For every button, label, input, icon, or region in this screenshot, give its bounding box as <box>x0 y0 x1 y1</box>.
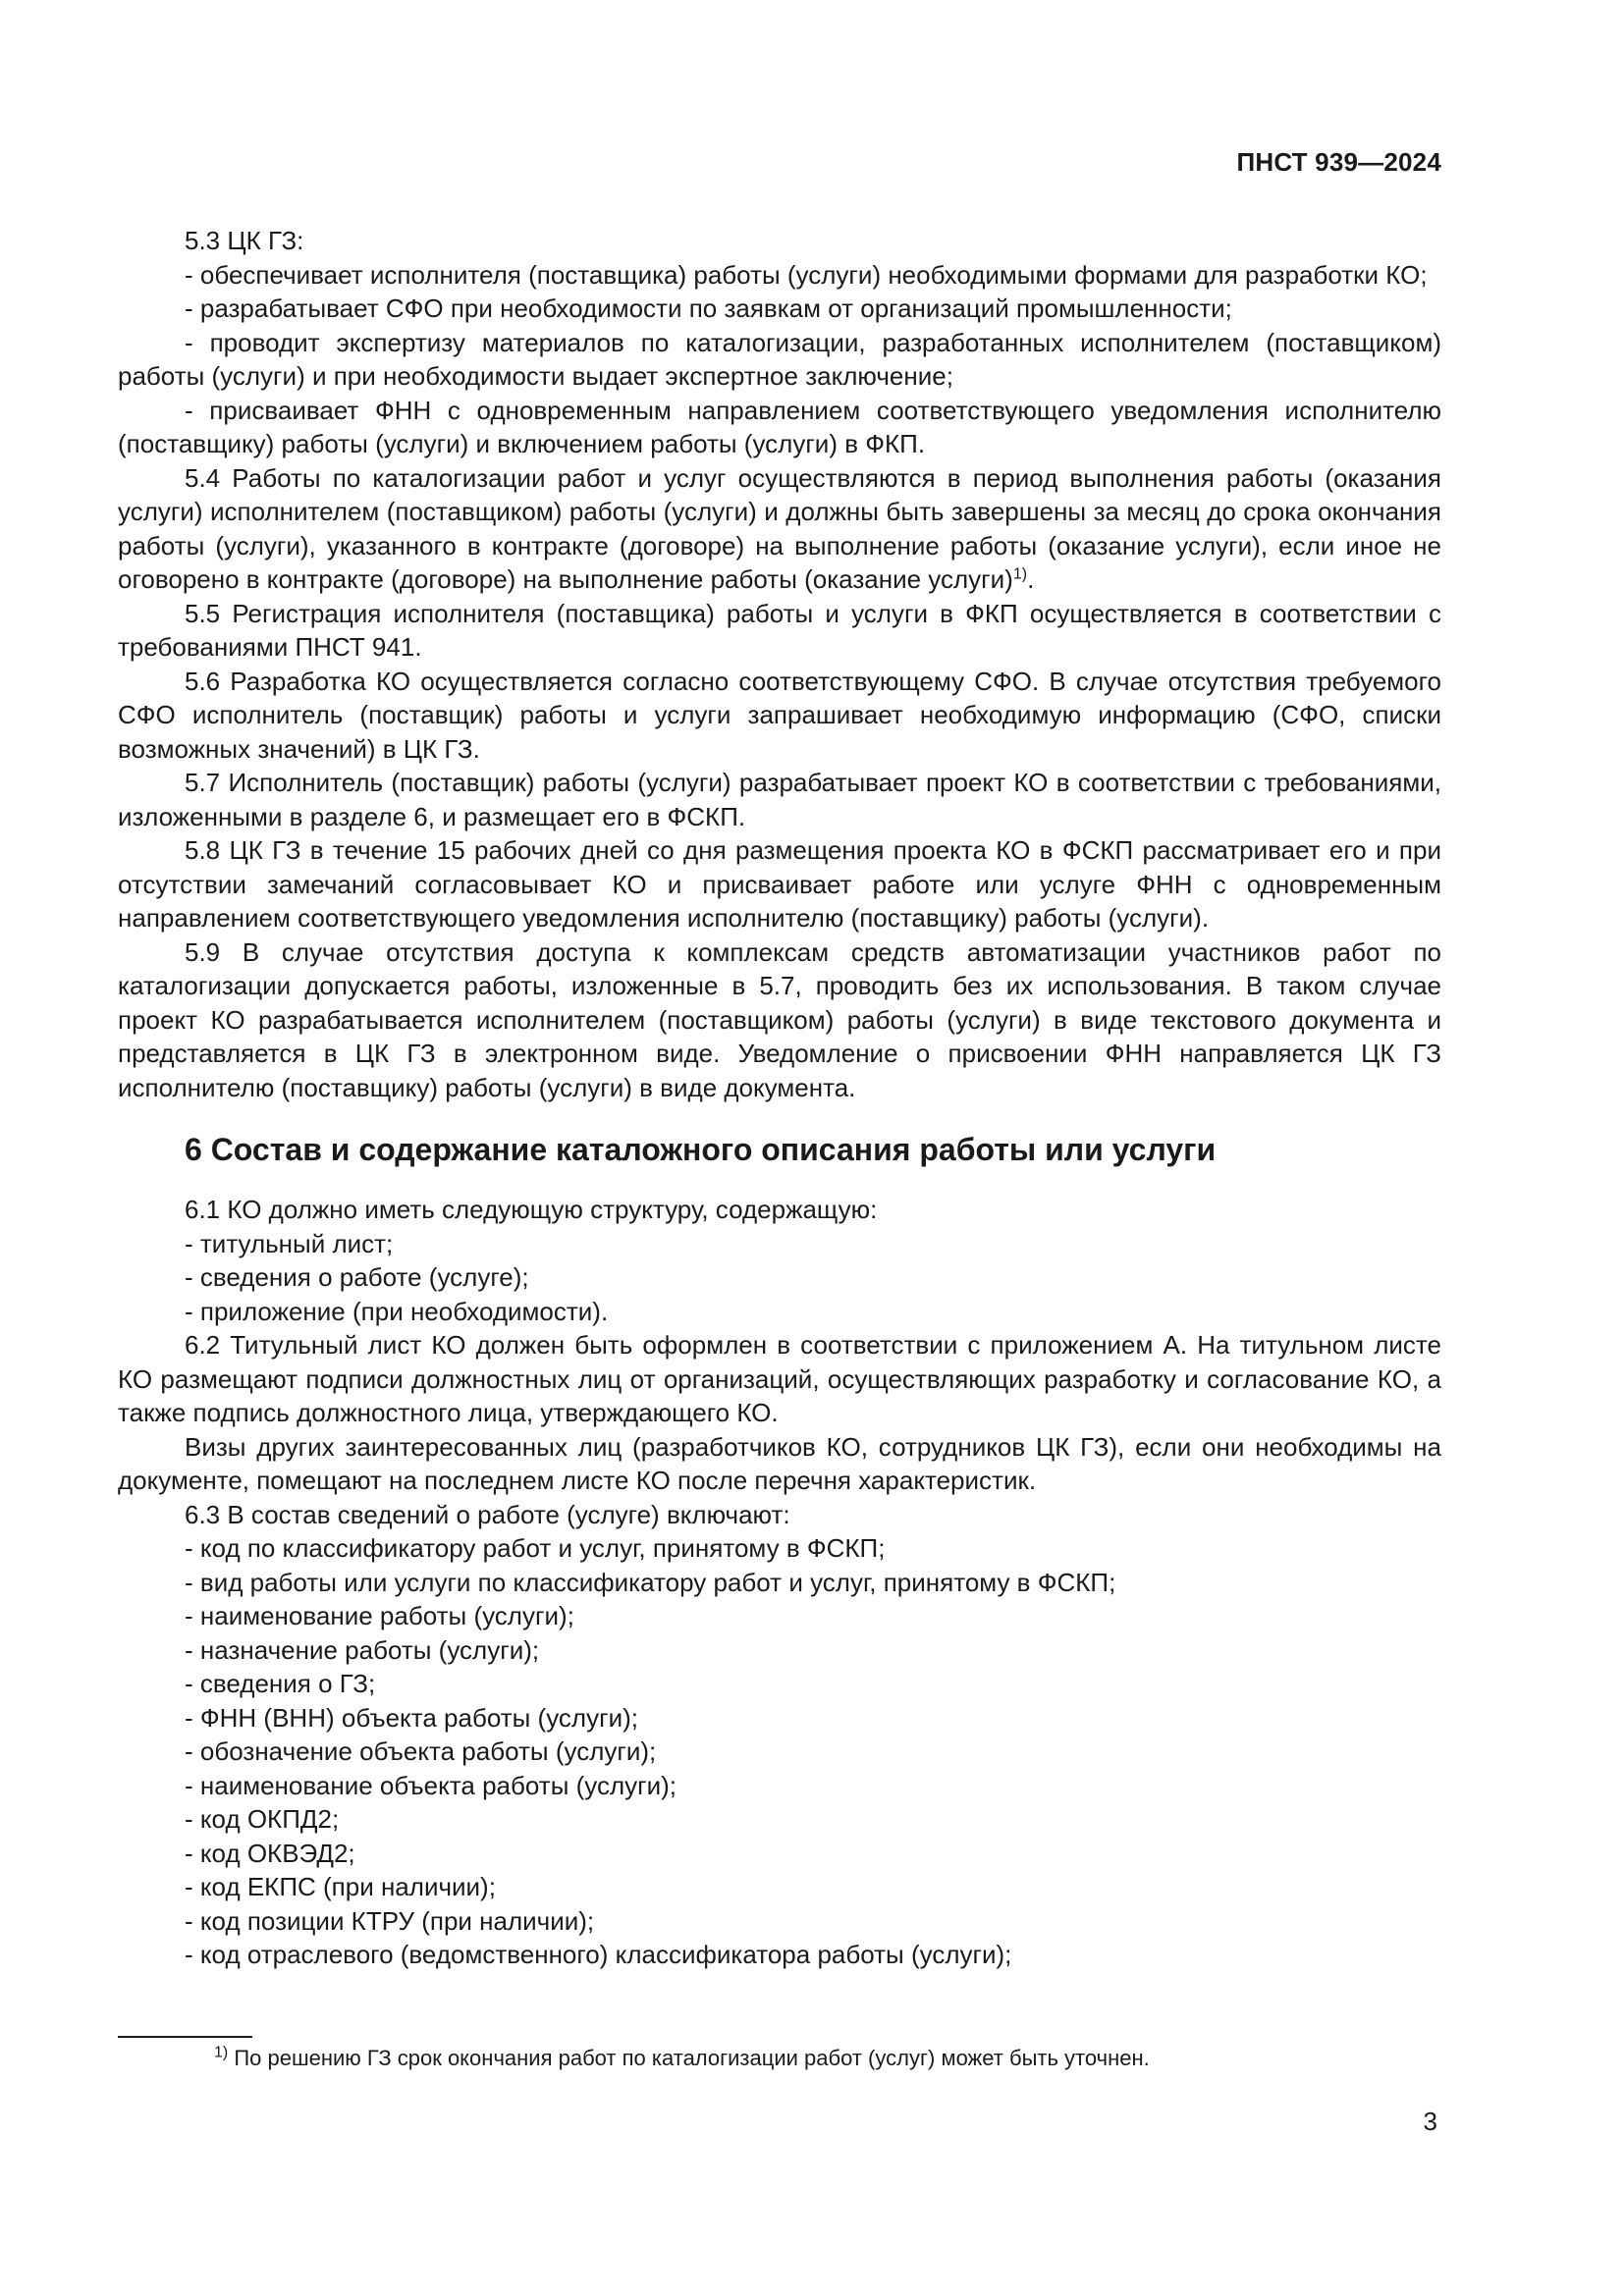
paragraph-5-3: 5.3 ЦК ГЗ: <box>185 226 304 255</box>
paragraph-6-3: 6.3 В состав сведений о работе (услуге) включают: <box>185 1499 790 1529</box>
list-item: - наименование работы (услуги); <box>185 1601 574 1630</box>
paragraph-6-2-visas: Визы других заинтересованных лиц (разработчиков КО, сотрудников ЦК ГЗ), если они необходимы на документе, помещают на последнем листе КО после перечня характеристик. <box>118 1431 1441 1495</box>
list-item: - назначение работы (услуги); <box>185 1634 540 1665</box>
paragraph-6-2: 6.2 Титульный лист КО должен быть оформлен в соответствии с приложением А. На титульном листе КО размещают подписи должностных лиц от организаций, осуществляющих разработку и согласование КО, а также подпись должностного лица, утверждающего КО. <box>118 1330 1441 1427</box>
footnote-text: По решению ГЗ срок окончания работ по каталогизации работ (услуг) может быть уточнен. <box>228 2046 1150 2070</box>
list-item: - разрабатывает СФО при необходимости по заявкам от организаций промышленности; <box>185 294 1232 323</box>
page-number: 3 <box>1423 2107 1437 2136</box>
list-item: - наименование объекта работы (услуги); <box>185 1770 677 1800</box>
paragraph-5-4 <box>118 461 1441 597</box>
section-6-title: 6 Состав и содержание каталожного описания работы или услуги <box>185 1132 1217 1167</box>
list-item: - код по классификатору работ и услуг, принятому в ФСКП; <box>185 1533 886 1563</box>
paragraph-text: 5.4 Работы по каталогизации работ и услуг осуществляются в период выполнения работы (оказания услуги) исполнителем (поставщиком) работы (услуги) и должны быть завершены за месяц до срока окончания работы (услуги), указанного в контракте (договоре) на выполнение работы (оказание услуги), если иное не оговорено в контракте (договоре) на выполнение работы (оказание услуги) <box>118 462 1441 594</box>
footnote <box>214 2044 1150 2073</box>
list-item: - приложение (при необходимости). <box>185 1296 609 1326</box>
paragraph-5-7: 5.7 Исполнитель (поставщик) работы (услуги) разрабатывает проект КО в соответствии с требованиями, изложенными в разделе 6, и размещает его в ФСКП. <box>118 768 1441 831</box>
paragraph-6-1: 6.1 КО должно иметь следующую структуру, содержащую: <box>185 1195 878 1224</box>
list-item: - обозначение объекта работы (услуги); <box>185 1736 657 1766</box>
paragraph-5-5: 5.5 Регистрация исполнителя (поставщика) работы и услуги в ФКП осуществляется в соответствии с требованиями ПНСТ 941. <box>118 598 1441 662</box>
paragraph-5-8: 5.8 ЦК ГЗ в течение 15 рабочих дней со дня размещения проекта КО в ФСКП рассматривает его и при отсутствии замечаний согласовывает КО и присваивает работе или услуге ФНН с одновременным направлением соответствующего уведомления исполнителю (поставщику) работы (услуги). <box>118 835 1441 933</box>
list-item: - код отраслевого (ведомственного) классификатора работы (услуги); <box>185 1940 1012 1969</box>
list-item: - вид работы или услуги по классификатору работ и услуг, принятому в ФСКП; <box>185 1567 1116 1597</box>
list-item: - проводит экспертизу материалов по каталогизации, разработанных исполнителем (поставщиком) работы (услуги) и при необходимости выдает экспертное заключение; <box>118 327 1441 391</box>
list-item: - сведения о работе (услуге); <box>185 1262 529 1292</box>
list-item: - ФНН (ВНН) объекта работы (услуги); <box>185 1702 638 1733</box>
list-item: - титульный лист; <box>185 1228 394 1258</box>
paragraph-5-6: 5.6 Разработка КО осуществляется согласно соответствующему СФО. В случае отсутствия требуемого СФО исполнитель (поставщик) работы и услуги запрашивает необходимую информацию (СФО, списки возможных значений) в ЦК ГЗ. <box>118 666 1441 764</box>
document-number-header: ПНСТ 939—2024 <box>1236 147 1441 177</box>
paragraph-5-9: 5.9 В случае отсутствия доступа к комплексам средств автоматизации участников работ по каталогизации допускается работы, изложенные в 5.7, проводить без их использования. В таком случае проект КО разрабатывается исполнителем (поставщиком) работы (услуги) в виде текстового документа и представляется в ЦК ГЗ в электронном виде. Уведомление о присвоении ФНН направляется ЦК ГЗ исполнителю (поставщику) работы (услуги) в виде документа. <box>118 936 1441 1102</box>
list-item: - код ОКПД2; <box>185 1804 340 1834</box>
footnote-mark: 1) <box>214 2044 229 2061</box>
list-item: - обеспечивает исполнителя (поставщика) работы (услуги) необходимыми формами для разработки КО; <box>185 259 1428 290</box>
list-item: - сведения о ГЗ; <box>185 1669 376 1698</box>
list-item: - код ОКВЭД2; <box>185 1838 355 1868</box>
list-item: - код позиции КТРУ (при наличии); <box>185 1905 595 1936</box>
list-item: - присваивает ФНН с одновременным направлением соответствующего уведомления исполнителю (поставщику) работы (услуги) и включением работы (услуги) в ФКП. <box>118 395 1441 458</box>
footnote-divider <box>118 2036 252 2038</box>
paragraph-tail: . <box>1027 564 1035 594</box>
list-item: - код ЕКПС (при наличии); <box>185 1872 496 1901</box>
document-body <box>118 224 1441 1972</box>
footnote-reference: 1) <box>1012 565 1028 583</box>
